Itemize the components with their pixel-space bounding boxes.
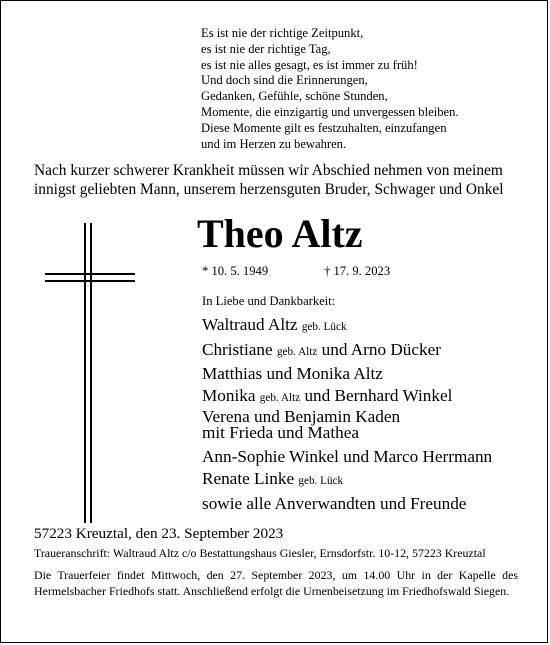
birth-date: * 10. 5. 1949 [202, 264, 269, 278]
poem-line: Und doch sind die Erinnerungen, [201, 73, 368, 88]
maiden-name: geb. Altz [259, 391, 301, 404]
maiden-name: geb. Lück [298, 474, 344, 487]
cross-icon [45, 223, 135, 523]
poem-line: Momente, die einzigartig und unvergessen bleiben. [201, 104, 459, 119]
mourner: Ann-Sophie Winkel und Marco Herrmann [202, 447, 493, 467]
love-line: In Liebe und Dankbarkeit: [202, 294, 336, 308]
poem-line: Diese Momente gilt es festzuhalten, einzufangen [201, 120, 447, 135]
poem-line: Es ist nie der richtige Zeitpunkt, [201, 26, 364, 40]
intro-line: Nach kurzer schwerer Krankheit müssen wir Abschied nehmen von meinem [34, 162, 503, 179]
intro-line: innigst geliebten Mann, unserem herzensguten Bruder, Schwager und Onkel [34, 181, 504, 198]
mourning-address: Traueranschrift: Waltraud Altz c/o Bestattungshaus Giesler, Ernsdorfstr. 10-12, 57223 Kreuztal [34, 546, 486, 560]
maiden-name: geb. Altz [276, 345, 318, 358]
deceased-name: Theo Altz [197, 211, 363, 256]
poem-line: es ist nie der richtige Tag, [201, 41, 331, 56]
mourner: Monika geb. Altz und Bernhard Winkel [202, 385, 453, 405]
mourner: Matthias und Monika Altz [202, 364, 383, 384]
poem-line: Gedanken, Gefühle, schöne Stunden, [201, 89, 388, 104]
poem [201, 26, 531, 152]
ceremony-info: Die Trauerfeier findet Mittwoch, den 27. September 2023, um 14.00 Uhr in der Kapelle des Hermelsbacher Friedhofs statt. Anschließend erfolgt die Urnenbeisetzung im Friedhofswald Siegen. [34, 568, 518, 598]
mourners-list [202, 314, 542, 514]
mourner: mit Frieda und Mathea [202, 423, 360, 443]
mourner: Waltraud Altz geb. Lück [202, 315, 347, 334]
place-date: 57223 Kreuztal, den 23. September 2023 [34, 525, 284, 542]
death-date: † 17. 9. 2023 [324, 264, 391, 278]
mourner: Verena und Benjamin Kaden [202, 407, 401, 427]
poem-line: und im Herzen zu bewahren. [201, 136, 347, 151]
maiden-name: geb. Lück [301, 321, 347, 333]
mourner: sowie alle Anverwandten und Freunde [202, 493, 467, 513]
poem-line: es ist nie alles gesagt, es ist immer zu früh! [201, 57, 418, 72]
intro-text [34, 161, 534, 199]
mourner: Christiane geb. Altz und Arno Dücker [202, 339, 441, 359]
mourner: Renate Linke geb. Lück [202, 468, 344, 488]
